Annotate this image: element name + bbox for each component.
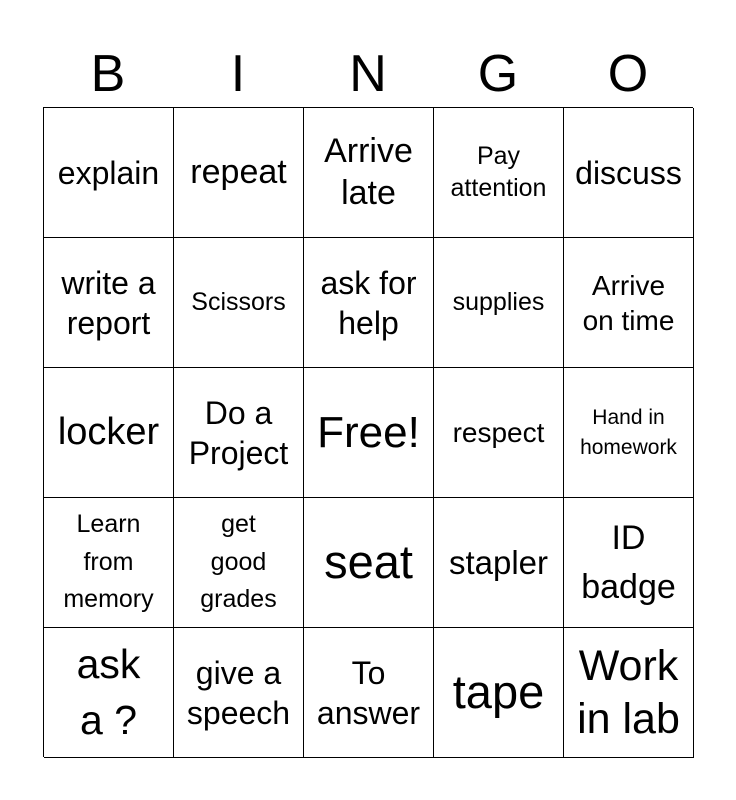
cell-text: Hand in homework xyxy=(580,406,677,459)
cell-text: Arrive on time xyxy=(582,269,675,336)
bingo-cell[interactable] xyxy=(564,108,694,238)
cell-text: tape xyxy=(452,665,545,719)
bingo-cell[interactable] xyxy=(564,498,694,628)
free-space-cell[interactable] xyxy=(304,368,434,498)
cell-text: locker xyxy=(57,410,160,453)
cell-text: ask a ? xyxy=(76,641,141,743)
bingo-cell[interactable] xyxy=(174,628,304,758)
cell-text: Work in lab xyxy=(577,642,680,743)
cell-text: ID badge xyxy=(581,519,676,606)
bingo-cell[interactable] xyxy=(174,108,304,238)
bingo-header xyxy=(43,40,693,108)
cell-text: ask for help xyxy=(320,264,417,341)
header-letter-g: G xyxy=(477,45,519,103)
bingo-cell[interactable] xyxy=(44,238,174,368)
cell-text: supplies xyxy=(452,287,545,316)
bingo-cell[interactable] xyxy=(304,498,434,628)
header-letter-n: N xyxy=(349,45,387,103)
bingo-cell[interactable] xyxy=(304,108,434,238)
bingo-cell[interactable] xyxy=(44,498,174,628)
cell-text: Pay attention xyxy=(450,142,547,202)
cell-text: repeat xyxy=(190,152,287,191)
free-space-label: Free! xyxy=(317,407,420,457)
bingo-cell[interactable] xyxy=(174,238,304,368)
bingo-cell[interactable] xyxy=(434,108,564,238)
bingo-cell[interactable] xyxy=(304,628,434,758)
cell-text: give a speech xyxy=(186,654,291,731)
bingo-cell[interactable] xyxy=(304,238,434,368)
bingo-cell[interactable] xyxy=(44,368,174,498)
cell-text: get good grades xyxy=(200,510,277,614)
cell-text: Arrive late xyxy=(324,132,413,212)
bingo-cell[interactable] xyxy=(434,368,564,498)
cell-text: write a report xyxy=(61,264,156,341)
bingo-cell[interactable] xyxy=(564,238,694,368)
bingo-cell[interactable] xyxy=(174,498,304,628)
bingo-cell[interactable] xyxy=(564,368,694,498)
bingo-cell[interactable] xyxy=(564,628,694,758)
header-letter-i: I xyxy=(230,45,246,103)
cell-text: Learn from memory xyxy=(63,510,154,614)
cell-text: stapler xyxy=(448,543,549,581)
bingo-cell[interactable] xyxy=(434,628,564,758)
cell-text: To answer xyxy=(316,654,421,731)
bingo-cell[interactable] xyxy=(44,108,174,238)
bingo-cell[interactable] xyxy=(174,368,304,498)
bingo-cell[interactable] xyxy=(44,628,174,758)
cell-text: discuss xyxy=(575,154,682,191)
header-letter-o: O xyxy=(607,45,649,103)
bingo-board xyxy=(43,107,693,757)
bingo-cell[interactable] xyxy=(434,238,564,368)
bingo-cell[interactable] xyxy=(434,498,564,628)
cell-text: Do a Project xyxy=(188,394,289,471)
cell-text: respect xyxy=(452,417,545,448)
cell-text: seat xyxy=(324,535,413,589)
header-letter-b: B xyxy=(90,45,126,103)
cell-text: explain xyxy=(57,154,160,191)
cell-text: Scissors xyxy=(191,287,286,316)
